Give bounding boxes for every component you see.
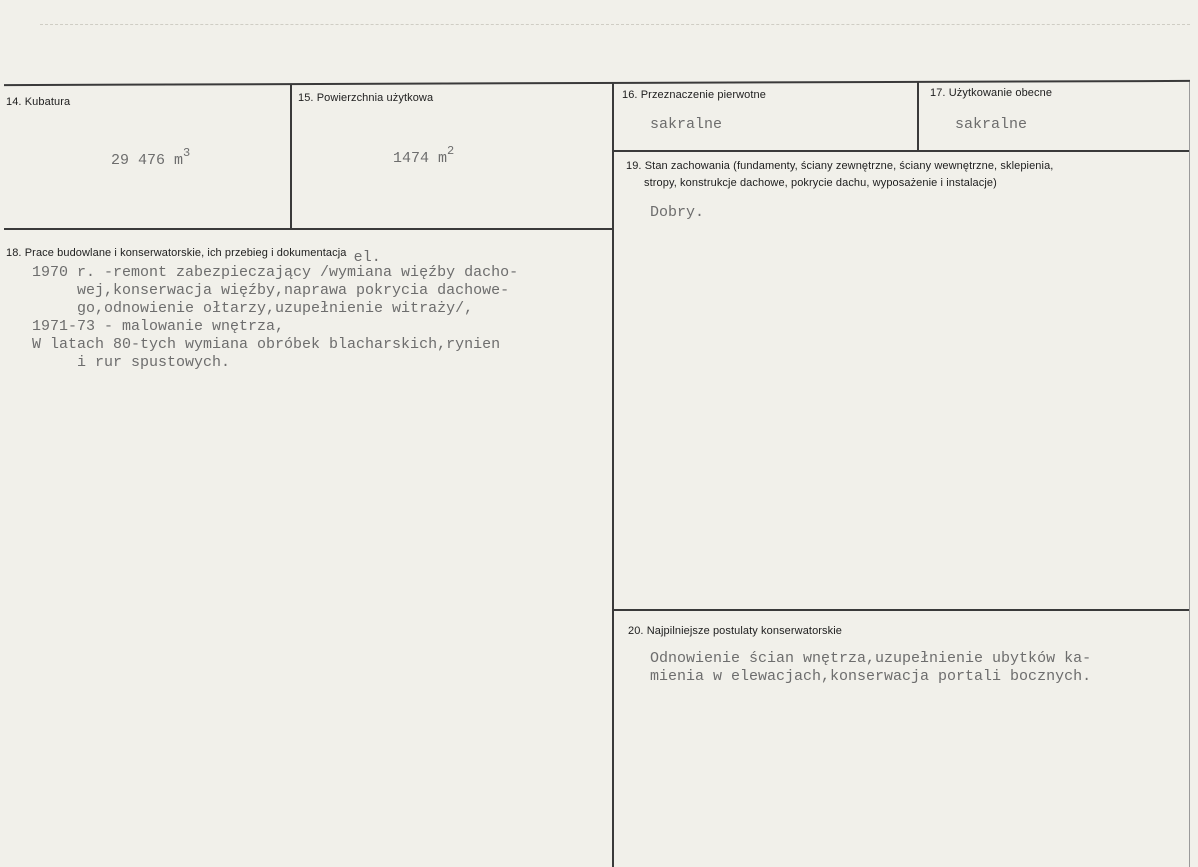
field-17-label: 17. Użytkowanie obecne: [930, 87, 1053, 99]
rule-vert-2: [612, 82, 614, 867]
rule-right-edge: [1189, 82, 1190, 867]
field-16-label: 16. Przeznaczenie pierwotne: [622, 89, 766, 101]
field-14-exponent: 3: [183, 146, 191, 160]
field-17-value: sakralne: [955, 116, 1028, 133]
field-14-label: 14. Kubatura: [6, 96, 71, 108]
field-18-label-suffix: el.: [353, 249, 381, 266]
rule-vert-3: [917, 82, 919, 151]
field-15-value: [357, 132, 454, 186]
field-18-label-text: 18. Prace budowlane i konserwatorskie, ich przebieg i dokumentacja: [6, 247, 347, 259]
field-14-number: 29 476 m: [111, 152, 184, 169]
field-18-line-3: go,odnowienie ołtarzy,uzupełnienie witraży/,: [32, 300, 474, 317]
field-15-number: 1474 m: [393, 150, 448, 167]
rule-mid-left: [4, 228, 614, 230]
field-18-label: [6, 244, 381, 266]
field-15-exponent: 2: [447, 144, 455, 158]
field-15-label: 15. Powierzchnia użytkowa: [298, 92, 434, 104]
field-18-line-6: i rur spustowych.: [32, 354, 231, 371]
field-18-line-4: 1971-73 - malowanie wnętrza,: [32, 318, 285, 335]
rule-top: [4, 80, 1190, 86]
top-faint-rule: [40, 24, 1190, 26]
rule-lower-right: [614, 609, 1190, 611]
field-20-line-1: Odnowienie ścian wnętrza,uzupełnienie ubytków ka-: [650, 650, 1092, 667]
rule-mid-right: [614, 150, 1190, 152]
field-20-line-2: mienia w elewacjach,konserwacja portali bocznych.: [650, 668, 1092, 685]
field-14-value: [75, 134, 190, 188]
field-18-line-2: wej,konserwacja więźby,naprawa pokrycia dachowe-: [32, 282, 510, 299]
field-19-value: Dobry.: [650, 204, 705, 221]
field-16-value: sakralne: [650, 116, 723, 133]
field-18-line-5: W latach 80-tych wymiana obróbek blacharskich,rynien: [32, 336, 501, 353]
field-18-line-1: 1970 r. -remont zabezpieczający /wymiana więźby dacho-: [32, 264, 519, 281]
rule-vert-1: [290, 84, 292, 229]
field-19-label-line1: 19. Stan zachowania (fundamenty, ściany zewnętrzne, ściany wewnętrzne, sklepienia,: [626, 160, 1054, 172]
field-20-label: 20. Najpilniejsze postulaty konserwatorskie: [628, 625, 843, 637]
field-19-label-line2: stropy, konstrukcje dachowe, pokrycie dachu, wyposażenie i instalacje): [644, 177, 997, 189]
